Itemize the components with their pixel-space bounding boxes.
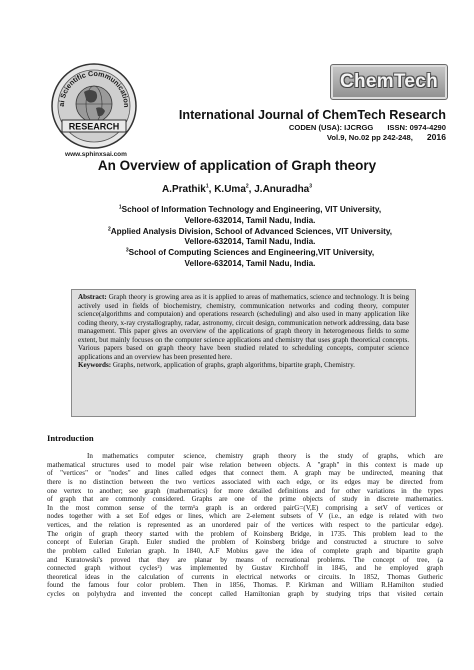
- paper-title: An Overview of application of Graph theory: [97, 158, 377, 173]
- body-text-line: In the most common sense of the term¹a graph is an ordered pairG=(V,E) comprising a setV of vertices or: [47, 503, 443, 512]
- body-text-line: found the famous four color problem. Then in 1856, Thomas. P. Kirkman and William R.Hamilton studied: [47, 581, 443, 590]
- section-heading-introduction: Introduction: [47, 433, 94, 443]
- author-list: [0, 184, 474, 195]
- affiliation-num: 3: [125, 247, 129, 254]
- body-text-line: there is no distinction between the two vertices associated with each edge, or its edges may be directed from: [47, 477, 443, 486]
- author-sep: ,: [248, 184, 255, 195]
- body-text-line: concept of Eulerian Graph. Euler studied the problem of Koinsberg bridge and constructed a structure to solve: [47, 538, 443, 547]
- affiliation-num: 2: [107, 225, 111, 232]
- affiliation-line: Vellore-632014, Tamil Nadu, India.: [184, 258, 316, 268]
- abstract-label: Abstract:: [78, 293, 107, 301]
- body-text-line: theoretical ideas in the calculation of currents in electrical networks or circuits. In 1852, Thomas Gutheric: [47, 572, 443, 581]
- author-name: K.Uma: [214, 184, 246, 195]
- body-text-line: and Kuratowski's proved that they are planar by means of recreational problems. The concept of tree, (a: [47, 555, 443, 564]
- author-sup: 3: [309, 183, 313, 190]
- journal-info: [179, 108, 446, 142]
- keywords-text: Graphs, network, application of graphs, graph algorithms, bipartite graph, Chemistry.: [112, 361, 355, 370]
- author-sep: ,: [208, 184, 215, 195]
- affiliation-num: 1: [118, 204, 122, 211]
- issn: ISSN: 0974-4290: [387, 123, 446, 132]
- body-text-line: The origin of graph theory started with the problem of Koinsberg Bridge, in 1735. This problem lead to the: [47, 529, 443, 538]
- seal-graphic: [50, 62, 138, 150]
- body-text-line: connected graph without cycles²) was implemented by Gustav Kirchhoff in 1845, and he employed graph: [47, 564, 443, 573]
- coden-issn-line: [179, 123, 446, 133]
- affiliation: [60, 205, 440, 226]
- seal-arc-text: ai Scientific Communication: [56, 68, 132, 108]
- body-text-line: one vertex to another; see graph (mathematics) for more detailed definitions and for other variations in the types: [47, 486, 443, 495]
- introduction-body: [47, 452, 443, 599]
- author-sup: 2: [245, 183, 249, 190]
- author-name: A.Prathik: [161, 184, 206, 195]
- journal-title: International Journal of ChemTech Research: [178, 108, 446, 122]
- affiliation-line: School of Information Technology and Engineering, VIT University,: [121, 205, 382, 214]
- volume: Vol.9, No.02 pp 242-248,: [326, 132, 413, 142]
- year: 2016: [426, 131, 446, 142]
- body-text-line: mathematical structures used to model pair wise relation between objects. A "graph" in this context is made up: [47, 460, 443, 469]
- body-text-line: nodes together with a set Eof edges or lines, which are 2-element subsets of V (i.e., an edge is related with two: [47, 512, 443, 521]
- affiliation: [60, 227, 440, 248]
- keywords-label: Keywords:: [78, 361, 112, 370]
- coden: CODEN (USA): IJCRGG: [288, 123, 374, 132]
- keywords-paragraph: [78, 361, 409, 370]
- affiliation-line: School of Computing Sciences and Engineering,VIT University,: [128, 248, 375, 258]
- author-name: J.Anuradha: [254, 184, 310, 195]
- chemtech-logo-text: ChemTech: [339, 71, 439, 92]
- author-sup: 1: [205, 183, 209, 190]
- abstract-paragraph: [78, 293, 409, 361]
- body-text-line: cycles on polyhydra and invented the concept called Hamiltonian graph by studying trips that visited certain: [47, 590, 443, 598]
- body-text-line: of "vertices" or "nodes" and lines called edges that connect them. A graph may be undirected, meaning that: [47, 469, 443, 478]
- volume-line: [179, 133, 446, 143]
- affiliation: [60, 248, 440, 269]
- abstract-box: [71, 289, 416, 417]
- affiliation-line: Applied Analysis Division, School of Advanced Sciences, VIT University,: [110, 226, 393, 236]
- seal-banner-text: RESEARCH: [68, 121, 120, 132]
- affiliation-line: Vellore-632014, Tamil Nadu, India.: [184, 237, 316, 247]
- body-text-line: vertices, and the relation is represented as an unordered pair of the vertices with respect to the particular edge).: [47, 521, 443, 529]
- body-text-line: the problem called Eulerian graph. In 1840, A.F Mobius gave the idea of complete graph and bipartite graph: [47, 546, 443, 555]
- site-url[interactable]: www.sphinxsai.com: [65, 151, 127, 158]
- chemtech-logo: [330, 64, 448, 100]
- body-text-line: In mathematics computer science, chemistry graph theory is the study of graphs, which are: [87, 452, 443, 460]
- research-seal-logo: [50, 62, 138, 150]
- abstract-text: Graph theory is growing area as it is applied to areas of mathematics, science and technology. It is being actively used in fields of biochemistry, chemistry, communication networks and coding theory, computer science(algorithms and computaion) and operations research (scheduling) and also used in many application like coding theory, x-ray crystallography, radar, astronomy, circuit design, communication network addressing, data base management. This paper gives an overview of the applications of graph theory in heterogeneous fields to some extent, but mainly focuses on the computer science applications and chemistry that uses graph theoretical concepts. Various papers based on graph theory have been studied related to scheduling concepts, computer science applications and an overview has been presented here.: [78, 293, 410, 361]
- affiliation-line: Vellore-632014, Tamil Nadu, India.: [184, 215, 316, 225]
- affiliations: [60, 205, 440, 270]
- body-text-line: of graph that are commonly considered. Graphs are one of the prime objects of study in discrete mathematics.: [47, 495, 443, 504]
